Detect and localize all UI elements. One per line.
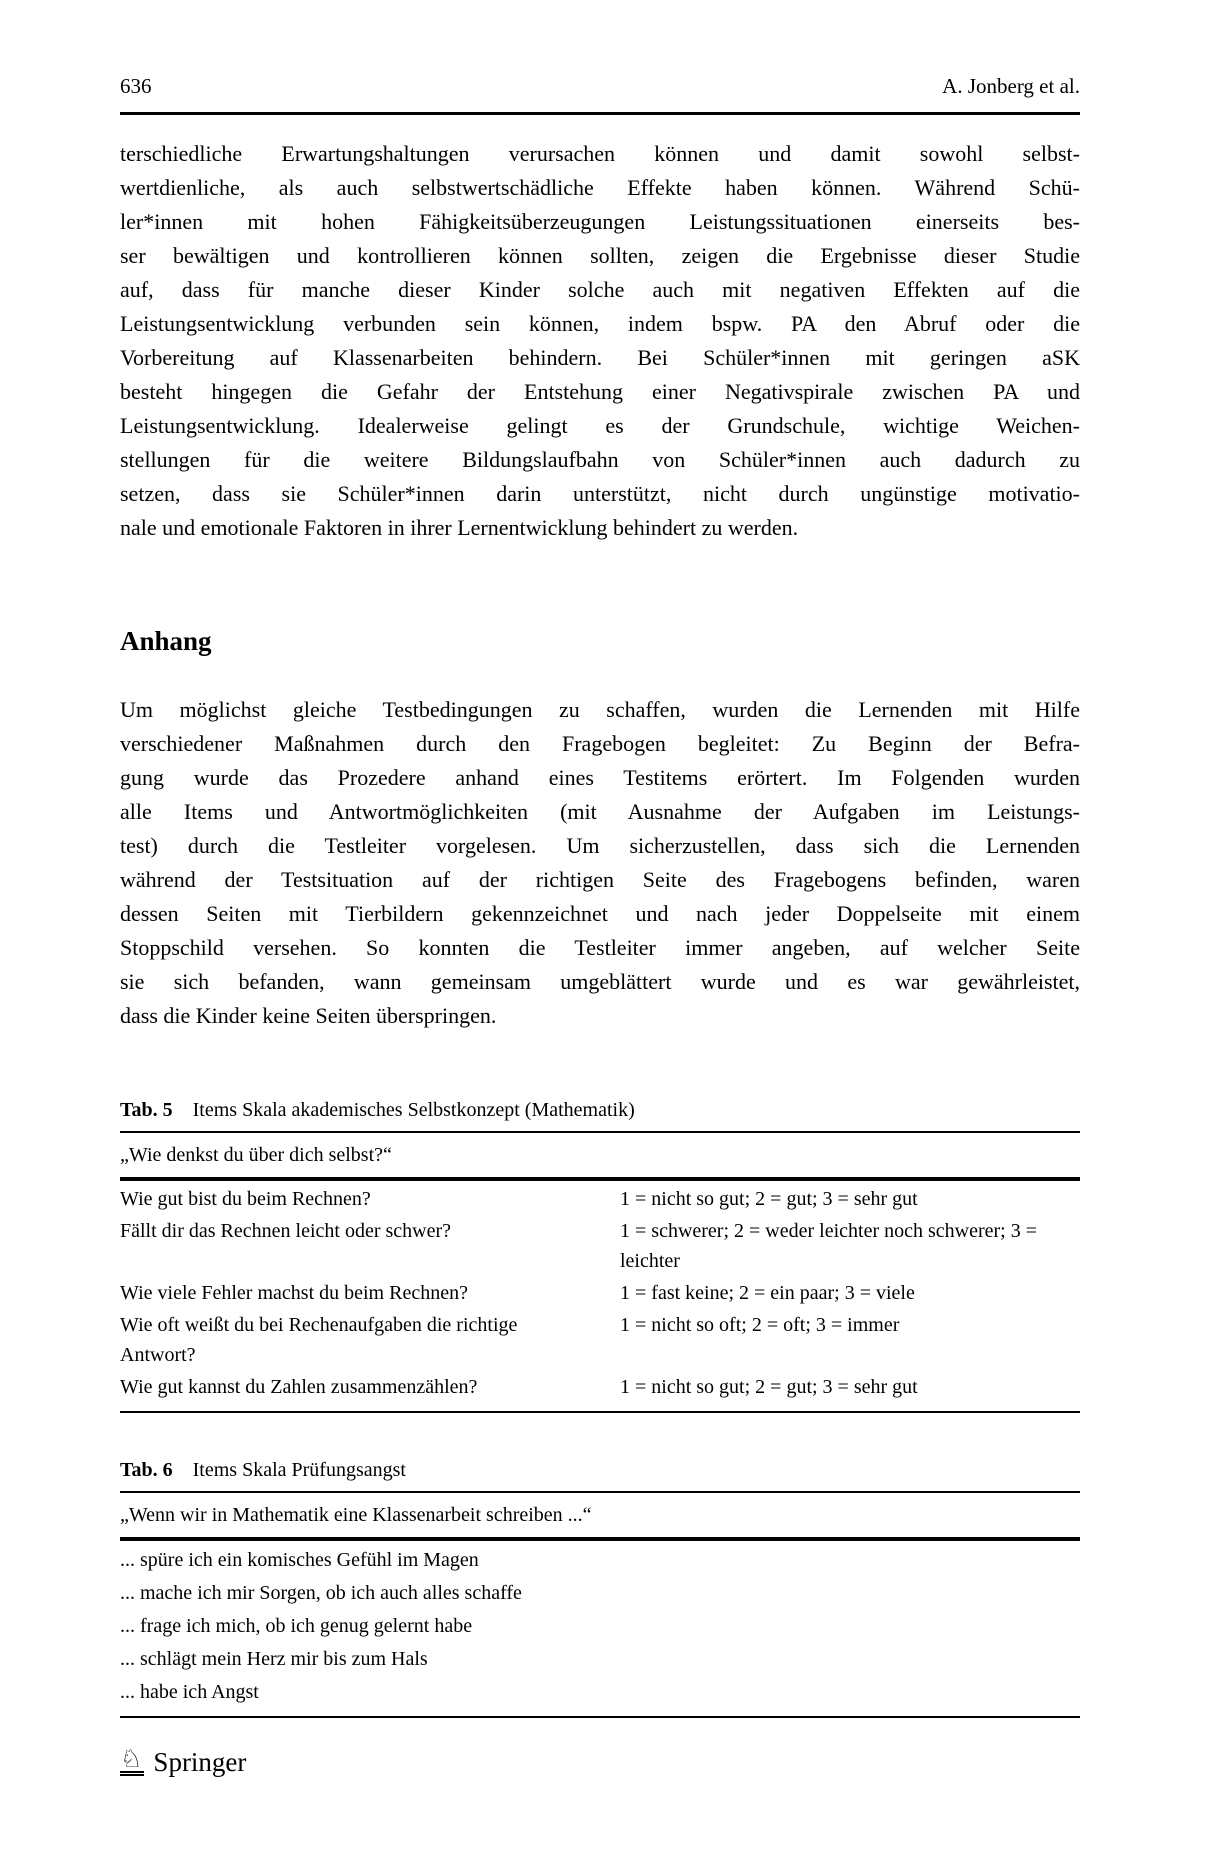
- page-number: 636: [120, 74, 152, 98]
- paragraph-line: sie sich befanden, wann gemeinsam umgeblättert wurde und es war gewährleistet,: [120, 969, 1080, 994]
- table-row: [120, 1215, 1080, 1277]
- paragraph-line: nale und emotionale Faktoren in ihrer Lernentwicklung behindert zu werden.: [120, 515, 799, 540]
- table-row: [120, 1277, 1080, 1309]
- table5-item-cell: Fällt dir das Rechnen leicht oder schwer?: [120, 1220, 451, 1242]
- paragraph-line: verschiedener Maßnahmen durch den Fragebogen begleitet: Zu Beginn der Befra-: [120, 731, 1080, 756]
- table6-caption-text: Items Skala Prüfungsangst: [192, 1459, 406, 1481]
- table5-scale-cell: 1 = fast keine; 2 = ein paar; 3 = viele: [620, 1282, 915, 1304]
- paragraph-line: ler*innen mit hohen Fähigkeitsüberzeugungen Leistungssituationen einerseits bes-: [120, 209, 1080, 234]
- paragraph-line: Leistungsentwicklung verbunden sein können, indem bspw. PA den Abruf oder die: [120, 311, 1080, 336]
- paragraph-line: gung wurde das Prozedere anhand eines Testitems erörtert. Im Folgenden wurden: [120, 765, 1080, 790]
- table-row: [120, 1183, 1080, 1215]
- running-head: [120, 0, 1080, 98]
- table5-item-cell: Wie oft weißt du bei Rechenaufgaben die richtige Antwort?: [120, 1314, 518, 1366]
- paragraph-line: auf, dass für manche dieser Kinder solche auch mit negativen Effekten auf die: [120, 277, 1080, 302]
- table5-scale-cell: 1 = nicht so oft; 2 = oft; 3 = immer: [620, 1314, 900, 1336]
- table5-caption-text: Items Skala akademisches Selbstkonzept (Mathematik): [192, 1099, 635, 1121]
- table5-caption-label: Tab. 5: [120, 1099, 173, 1121]
- paragraph-line: Vorbereitung auf Klassenarbeiten behindern. Bei Schüler*innen mit geringen aSK: [120, 345, 1080, 370]
- table5-caption: [120, 1095, 1080, 1125]
- paragraph-line: besteht hingegen die Gefahr der Entstehung einer Negativspirale zwischen PA und: [120, 379, 1080, 404]
- table5-scale-cell: 1 = nicht so gut; 2 = gut; 3 = sehr gut: [620, 1188, 918, 1210]
- paragraph-line: ser bewältigen und kontrollieren können sollten, zeigen die Ergebnisse dieser Studie: [120, 243, 1080, 268]
- springer-knight-icon: ♘: [120, 1746, 144, 1776]
- running-head-rule: [120, 112, 1080, 115]
- table6-bottom-rule: [120, 1716, 1080, 1718]
- body-paragraph-1: [120, 137, 1080, 545]
- paragraph-line: Leistungsentwicklung. Idealerweise gelingt es der Grundschule, wichtige Weichen-: [120, 413, 1080, 438]
- table5-scale-cell: 1 = schwerer; 2 = weder leichter noch schwerer; 3 = leichter: [620, 1220, 1038, 1272]
- table5-item-cell: Wie gut kannst du Zahlen zusammenzählen?: [120, 1376, 478, 1398]
- publisher-footer: [120, 1746, 246, 1776]
- table5-item-cell: Wie viele Fehler machst du beim Rechnen?: [120, 1282, 468, 1304]
- table-row: ... spüre ich ein komisches Gefühl im Magen: [120, 1548, 479, 1571]
- table6-header: „Wenn wir in Mathematik eine Klassenarbeit schreiben ...“: [120, 1504, 592, 1526]
- paragraph-line: Stoppschild versehen. So konnten die Testleiter immer angeben, auf welcher Seite: [120, 935, 1080, 960]
- section-heading-anhang: Anhang: [120, 626, 212, 656]
- paragraph-line: Um möglichst gleiche Testbedingungen zu schaffen, wurden die Lernenden mit Hilfe: [120, 697, 1080, 722]
- table5-bottom-rule: [120, 1411, 1080, 1413]
- paragraph-line: während der Testsituation auf der richtigen Seite des Fragebogens befinden, waren: [120, 867, 1080, 892]
- table-row: ... mache ich mir Sorgen, ob ich auch alles schaffe: [120, 1581, 522, 1604]
- paragraph-line: test) durch die Testleiter vorgelesen. Um sicherzustellen, dass sich die Lernenden: [120, 833, 1080, 858]
- table6-body: [120, 1541, 1080, 1710]
- table-row: [120, 1309, 1080, 1371]
- paragraph-line: alle Items und Antwortmöglichkeiten (mit Ausnahme der Aufgaben im Leistungs-: [120, 799, 1080, 824]
- table-row: [120, 1371, 1080, 1403]
- table5-body: [120, 1181, 1080, 1405]
- table6-caption: [120, 1455, 1080, 1485]
- body-paragraph-2: [120, 693, 1080, 1033]
- paragraph-line: terschiedliche Erwartungshaltungen verursachen können und damit sowohl selbst-: [120, 141, 1080, 166]
- table-row: ... frage ich mich, ob ich genug gelernt habe: [120, 1614, 473, 1637]
- table6-caption-label: Tab. 6: [120, 1459, 173, 1481]
- table5-header: „Wie denkst du über dich selbst?“: [120, 1144, 392, 1166]
- table5-item-cell: Wie gut bist du beim Rechnen?: [120, 1188, 371, 1210]
- paragraph-line: dessen Seiten mit Tierbildern gekennzeichnet und nach jeder Doppelseite mit einem: [120, 901, 1080, 926]
- paragraph-line: setzen, dass sie Schüler*innen darin unterstützt, nicht durch ungünstige motivatio-: [120, 481, 1080, 506]
- publisher-name: Springer: [153, 1747, 247, 1777]
- paragraph-line: dass die Kinder keine Seiten überspringen.: [120, 1003, 497, 1028]
- table-row: ... habe ich Angst: [120, 1680, 259, 1703]
- paragraph-line: stellungen für die weitere Bildungslaufbahn von Schüler*innen auch dadurch zu: [120, 447, 1080, 472]
- paragraph-line: wertdienliche, als auch selbstwertschädliche Effekte haben können. Während Schü-: [120, 175, 1080, 200]
- running-author: A. Jonberg et al.: [942, 74, 1080, 98]
- table5-scale-cell: 1 = nicht so gut; 2 = gut; 3 = sehr gut: [620, 1376, 918, 1398]
- table-row: ... schlägt mein Herz mir bis zum Hals: [120, 1647, 428, 1670]
